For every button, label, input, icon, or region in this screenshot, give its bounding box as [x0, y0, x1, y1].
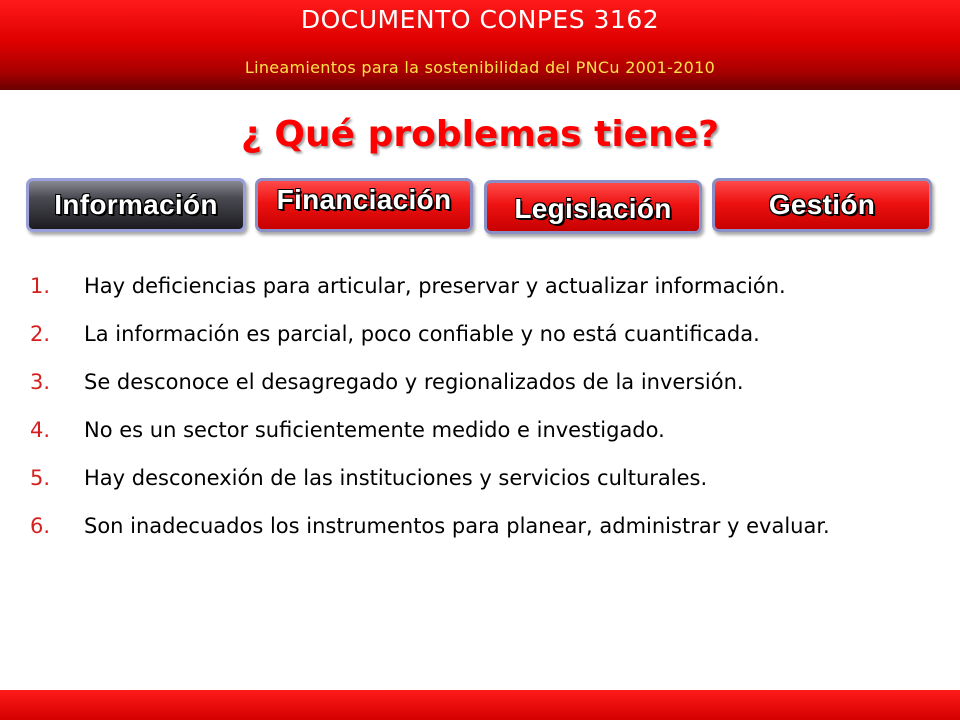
- list-item: [30, 366, 930, 398]
- list-item-number: 2.: [30, 322, 51, 346]
- list-item-number: 1.: [30, 274, 51, 298]
- tab-label-financiacion: Financiación: [276, 184, 452, 215]
- list-item-text: No es un sector suficientemente medido e investigado.: [84, 418, 665, 442]
- list-item: [30, 270, 930, 302]
- header-bar: [0, 0, 960, 90]
- footer-bar: [0, 690, 960, 720]
- list-item-number: 6.: [30, 514, 51, 538]
- list-item-text: Se desconoce el desagregado y regionalizados de la inversión.: [84, 370, 744, 394]
- tab-label-gestion: Gestión: [768, 189, 876, 220]
- list-item-number: 3.: [30, 370, 51, 394]
- question-heading: ¿ Qué problemas tiene?: [240, 114, 720, 155]
- list-item: [30, 462, 930, 494]
- document-subtitle: Lineamientos para la sostenibilidad del PNCu 2001-2010: [244, 58, 716, 77]
- list-item-number: 5.: [30, 466, 51, 490]
- list-item-text: Son inadecuados los instrumentos para planear, administrar y evaluar.: [84, 514, 830, 538]
- tab-label-informacion: Información: [54, 189, 218, 220]
- tab-gestion[interactable]: [712, 178, 932, 232]
- list-item-text: Hay desconexión de las instituciones y servicios culturales.: [84, 466, 708, 490]
- list-item: [30, 414, 930, 446]
- tab-informacion[interactable]: [26, 178, 246, 232]
- tab-financiacion[interactable]: [255, 178, 473, 232]
- document-title: DOCUMENTO CONPES 3162: [300, 5, 660, 34]
- list-item-text: La información es parcial, poco confiable y no está cuantificada.: [84, 322, 760, 346]
- list-item-text: Hay deficiencias para articular, preservar y actualizar información.: [84, 274, 786, 298]
- list-item: [30, 510, 930, 542]
- tab-legislacion[interactable]: [484, 180, 702, 234]
- list-item: [30, 318, 930, 350]
- problems-list: [30, 270, 930, 558]
- tab-label-legislacion: Legislación: [514, 193, 672, 224]
- list-item-number: 4.: [30, 418, 51, 442]
